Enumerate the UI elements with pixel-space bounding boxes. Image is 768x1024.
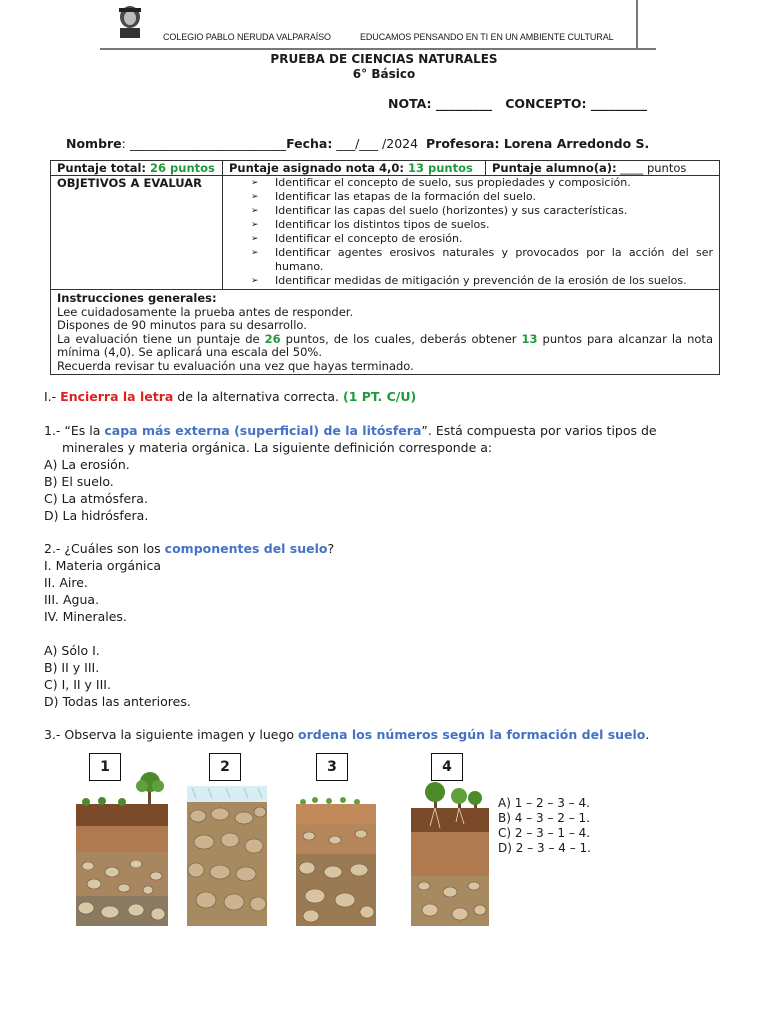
objetivos-label: OBJETIVOS A EVALUAR — [51, 176, 223, 289]
objective-item — [223, 204, 713, 218]
arrow-bullet-icon: ➢ — [251, 220, 259, 230]
school-motto: EDUCAMOS PENSANDO EN TI EN UN AMBIENTE CULTURAL — [360, 32, 614, 42]
fecha-field[interactable]: ___/___ /2024 — [332, 136, 427, 151]
header-rule — [100, 48, 656, 50]
nota-field[interactable]: _________ — [431, 96, 493, 111]
test-title: PRUEBA DE CIENCIAS NATURALES — [270, 52, 498, 66]
instruction-text: La evaluación tiene un puntaje de — [57, 331, 265, 346]
q1-text: ”. Está compuesta por varios tipos de minerales y materia orgánica. La siguiente definición corresponde a: — [62, 423, 657, 455]
score-row — [51, 161, 719, 176]
puntaje-alumno-label: Puntaje alumno(a): — [492, 161, 617, 175]
concepto-field[interactable]: _________ — [586, 96, 648, 111]
q3-option-a[interactable]: A) 1 – 2 – 3 – 4. — [498, 796, 590, 810]
objective-text: Identificar los distintos tipos de suelos. — [275, 218, 490, 231]
instructions-cell — [51, 290, 719, 374]
puntaje-total-label: Puntaje total: — [57, 161, 151, 175]
q2-text: 2.- ¿Cuáles son los — [44, 541, 165, 556]
nombre-field[interactable]: : _________________________ — [121, 136, 287, 151]
q3-option-c[interactable]: C) 2 – 3 – 1 – 4. — [498, 826, 591, 840]
objetivos-cell — [223, 176, 719, 289]
q3-highlight: ordena los números según la formación del suelo — [298, 727, 646, 742]
section-text: de la alternativa correcta. — [173, 389, 343, 404]
objective-item — [223, 232, 713, 246]
objective-item — [223, 176, 713, 190]
section-prefix: I.- — [44, 389, 61, 404]
objective-text: Identificar agentes erosivos naturales y provocados por la acción del ser humano. — [275, 246, 713, 273]
arrow-bullet-icon: ➢ — [251, 234, 259, 244]
q2-item: II. Aire. — [44, 575, 88, 590]
objective-text: Identificar las etapas de la formación del suelo. — [275, 190, 536, 203]
school-name: COLEGIO PABLO NERUDA VALPARAÍSO — [163, 32, 331, 42]
q2-highlight: componentes del suelo — [164, 541, 328, 556]
instruction-text: puntos para alcanzar la nota mínima (4,0). Se aplicará una escala del 50%. — [57, 331, 713, 359]
q2-option-d[interactable]: D) Todas las anteriores. — [44, 694, 191, 709]
q3-option-d[interactable]: D) 2 – 3 – 4 – 1. — [498, 841, 591, 855]
school-logo — [116, 4, 144, 38]
grading-line — [388, 96, 647, 111]
soil-image-4 — [410, 782, 490, 928]
objective-text: Identificar el concepto de suelo, sus propiedades y composición. — [275, 176, 631, 189]
q2-item: III. Agua. — [44, 592, 100, 607]
section-1-heading — [44, 388, 416, 405]
question-2-stem — [44, 540, 674, 557]
image-number-box-4: 4 — [431, 753, 463, 781]
q3-text: 3.- Observa la siguiente imagen y luego — [44, 727, 298, 742]
objective-item — [223, 246, 713, 274]
question-3-stem — [44, 726, 649, 743]
student-info-line — [66, 136, 649, 151]
puntaje-total-cell — [51, 161, 223, 175]
objective-text: Identificar el concepto de erosión. — [275, 232, 463, 245]
q3-option-b[interactable]: B) 4 – 3 – 2 – 1. — [498, 811, 590, 825]
instruction-line: Lee cuidadosamente la prueba antes de responder. — [57, 304, 354, 319]
q2-option-c[interactable]: C) I, II y III. — [44, 677, 111, 692]
q1-option-b[interactable]: B) El suelo. — [44, 474, 114, 489]
q2-text: ? — [327, 541, 335, 556]
soil-image-2 — [186, 786, 268, 928]
q1-text: 1.- “Es la — [44, 423, 105, 438]
instruction-passing-points: 13 — [521, 331, 538, 346]
q1-option-d[interactable]: D) La hidrósfera. — [44, 508, 149, 523]
objective-item — [223, 218, 713, 232]
q1-highlight: capa más externa (superficial) de la litósfera — [104, 423, 422, 438]
puntaje-total-value: 26 puntos — [150, 161, 215, 175]
q2-option-b[interactable]: B) II y III. — [44, 660, 100, 675]
image-number-box-1: 1 — [89, 753, 121, 781]
profesora-label: Profesora: Lorena Arredondo S. — [426, 136, 650, 151]
section-emphasis: Encierra la letra — [60, 389, 174, 404]
nombre-label: Nombre — [66, 136, 122, 151]
q2-item: I. Materia orgánica — [44, 558, 162, 573]
instruction-line — [57, 333, 713, 360]
nota4-value: 13 puntos — [408, 161, 473, 175]
section-points: (1 PT. C/U) — [342, 389, 417, 404]
puntaje-alumno-field[interactable]: ____ — [616, 161, 647, 175]
soil-image-3 — [295, 788, 377, 928]
objective-text: Identificar medidas de mitigación y prevención de la erosión de los suelos. — [275, 274, 687, 287]
arrow-bullet-icon: ➢ — [251, 248, 259, 258]
arrow-bullet-icon: ➢ — [251, 206, 259, 216]
image-number-box-3: 3 — [316, 753, 348, 781]
question-1-stem — [44, 422, 674, 456]
instruction-total-points: 26 — [264, 331, 281, 346]
objective-text: Identificar las capas del suelo (horizontes) y sus características. — [275, 204, 628, 217]
puntaje-alumno-cell — [486, 161, 719, 175]
grade-level: 6° Básico — [352, 67, 416, 81]
info-table — [50, 160, 720, 375]
instruction-line: Recuerda revisar tu evaluación una vez que hayas terminado. — [57, 358, 414, 373]
instructions-title: Instrucciones generales: — [57, 291, 217, 305]
puntaje-alumno-unit: puntos — [646, 161, 687, 175]
header-vertical-rule — [636, 0, 638, 48]
objective-item — [223, 190, 713, 204]
objetivos-list — [223, 176, 713, 288]
q3-text: . — [645, 727, 650, 742]
soil-image-1 — [74, 772, 170, 928]
arrow-bullet-icon: ➢ — [251, 178, 259, 188]
question-3-options — [498, 796, 591, 856]
fecha-label: Fecha: — [286, 136, 333, 151]
arrow-bullet-icon: ➢ — [251, 276, 259, 286]
objective-item — [223, 274, 713, 288]
instruction-line: Dispones de 90 minutos para su desarrollo. — [57, 318, 307, 332]
q2-item: IV. Minerales. — [44, 609, 127, 624]
q2-option-a[interactable]: A) Sólo I. — [44, 643, 100, 658]
q1-option-a[interactable]: A) La erosión. — [44, 457, 130, 472]
arrow-bullet-icon: ➢ — [251, 192, 259, 202]
nota-label: NOTA: — [388, 96, 432, 111]
question-2 — [44, 540, 674, 710]
nota4-label: Puntaje asignado nota 4,0: — [229, 161, 408, 175]
q1-option-c[interactable]: C) La atmósfera. — [44, 491, 148, 506]
objectives-row — [51, 176, 719, 290]
nota4-cell — [223, 161, 486, 175]
concepto-label: CONCEPTO: — [492, 96, 587, 111]
question-1 — [44, 422, 674, 524]
instructions-row — [51, 290, 719, 374]
instruction-text: puntos, de los cuales, deberás obtener — [280, 331, 522, 346]
image-number-box-2: 2 — [209, 753, 241, 781]
